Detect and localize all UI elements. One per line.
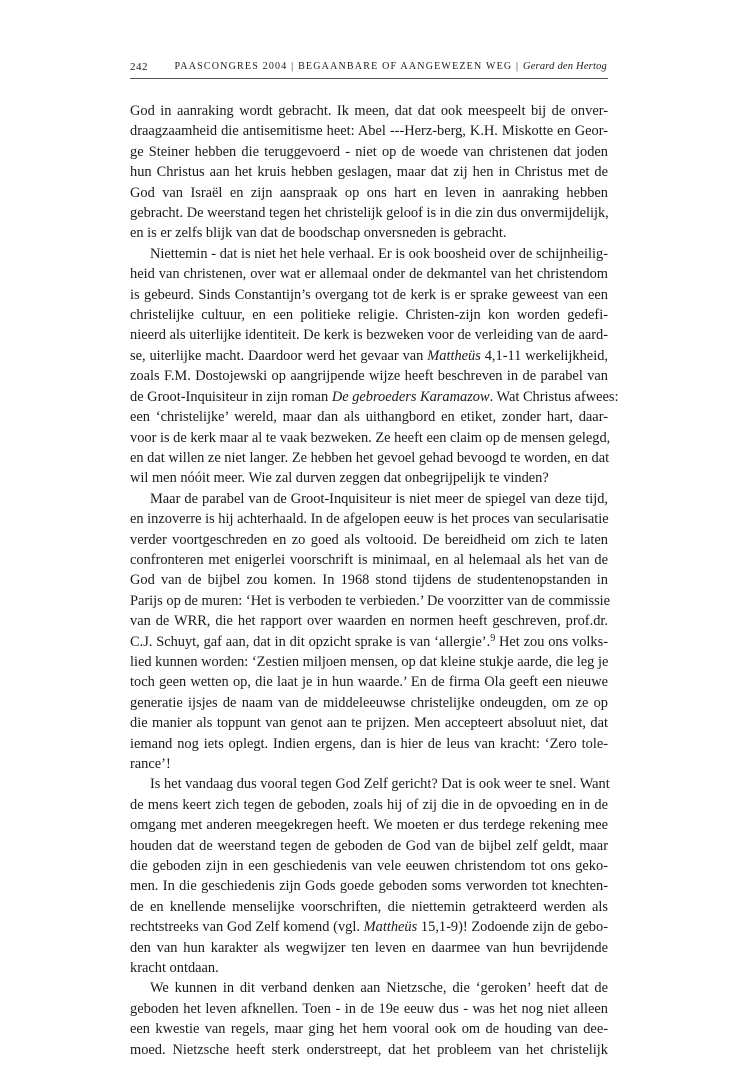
- bible-reference: Mattheüs: [363, 919, 418, 936]
- text-line: zoals F.M. Dostojewski op aangrijpende wijze heeft beschreven in de parabel van: [130, 368, 608, 385]
- text-line: en is er zelfs blijk van dat de boodschap onversneden is gebracht.: [130, 225, 507, 242]
- text-line: gebracht. De weerstand tegen het christelijk geloof is in die zin dus onvermijdelijk,: [130, 205, 609, 222]
- text-line: hun Christus aan het kruis hebben geslagen, maar dat zij hen in Christus met de: [130, 164, 608, 181]
- text-line: en dat willen ze niet langer. Ze hebben het gevoel gehad bevoogd te worden, en dat: [130, 449, 610, 466]
- running-head: [174, 61, 607, 72]
- text-line: houden dat de weerstand tegen de geboden de God van de bijbel zelf geldt, maar: [130, 837, 608, 854]
- text-line: Parijs op de muren: ‘Het is verboden te verbieden.’ De voorzitter van de commissie: [130, 592, 611, 609]
- paragraph: [130, 489, 611, 775]
- text-line: verder voortgeschreden en zo goed als voltooid. De bereidheid om zich te laten: [130, 531, 608, 548]
- text-line: toch geen wetten op, die laat je in hun waarde.’ En de firma Ola geeft een nieuwe: [130, 674, 608, 691]
- text-line: God in aanraking wordt gebracht. Ik meen, dat dat ook meespeelt bij de onver-: [130, 103, 608, 119]
- text-line: heid van christenen, over wat er allemaal onder de dekmantel van het christendom: [130, 266, 608, 283]
- text-line: kracht ontdaan.: [130, 960, 219, 977]
- bible-reference: Mattheüs: [427, 347, 481, 364]
- text-line: is gebeurd. Sinds Constantijn’s overgang tot de kerk is er sprake geweest van een: [130, 286, 608, 303]
- text-line: van de WRR, die het rapport over waarden en normen heeft geschreven, prof.dr.: [130, 613, 608, 630]
- text-run: se, uiterlijke macht. Daardoor werd het gevaar van: [130, 347, 428, 364]
- text-line: christelijke cultuur, en een politieke religie. Christen-zijn kon worden gedefi-: [130, 307, 608, 324]
- text-line: die manier als toppunt van genot aan te prijzen. Men accepteert absoluut niet, dat: [130, 715, 608, 732]
- text-run: rechtstreeks van God Zelf komend (vgl.: [130, 919, 364, 936]
- text-run: 4,1-11 werkelijkheid,: [480, 347, 608, 364]
- text-run: . Wat Christus afwees:: [489, 388, 619, 405]
- text-line: [130, 346, 608, 366]
- text-line: men. In die geschiedenis zijn Gods goede geboden soms verworden tot knechten-: [130, 878, 608, 895]
- text-line: die geboden zijn in een geschiedenis van vele eeuwen christendom tot ons geko-: [130, 858, 608, 875]
- text-line: lied kunnen worden: ‘Zestien miljoen mensen, op dat kleine stukje aarde, die leg je: [130, 653, 609, 670]
- text-run: de Groot-Inquisiteur in zijn roman: [130, 388, 332, 405]
- text-line: Maar de parabel van de Groot-Inquisiteur is niet meer de spiegel van deze tijd,: [150, 490, 608, 507]
- text-line: God van Israël en zijn aanspraak op ons hart en leven in aanraking hebben: [130, 184, 608, 201]
- text-line: voor is de kerk maar al te vaak bezweken. Ze heeft een claim op de mensen gelegd,: [130, 429, 611, 446]
- text-line: de en knellende menselijke voorschriften, die niettemin getrakteerd werden als: [130, 898, 608, 915]
- text-line: generatie ijsjes de naam van de middeleeuwse christelijke ondeugden, om ze op: [130, 694, 608, 711]
- body-text: [130, 101, 619, 1060]
- text-line: de mens keert zich tegen de geboden, zoals hij of zij die in de opvoeding en in de: [130, 796, 608, 813]
- page-number: 242: [130, 61, 148, 73]
- text-run: C.J. Schuyt, gaf aan, dat in dit opzicht sprake is van ‘allergie’.: [130, 633, 491, 650]
- paragraph: [130, 244, 619, 489]
- paragraph: [130, 774, 608, 978]
- text-line: geboden het leven afknellen. Toen - in de 19e eeuw dus - was het nog niet alleen: [130, 1000, 608, 1017]
- text-line: wil men nóóit meer. Wie zal durven zeggen dat onbegrijpelijk te vinden?: [130, 470, 549, 487]
- text-line: [130, 917, 608, 937]
- text-line: omgang met anderen meegekregen heeft. We moeten er dus terdege rekening mee: [130, 817, 608, 834]
- text-line: God van de bijbel zou komen. In 1968 stond tijdens de studentenopstanden in: [130, 572, 608, 589]
- text-line: moed. Nietzsche heeft sterk onderstreept, dat het probleem van het christelijk: [130, 1041, 608, 1058]
- text-run: Het zou ons volks-: [495, 633, 608, 650]
- text-line: confronteren met enigerlei voorschrift is minimaal, en al helemaal als het van de: [130, 551, 608, 568]
- text-line: [130, 632, 608, 652]
- text-line: Is het vandaag dus vooral tegen God Zelf gericht? Dat is ook weer te snel. Want: [150, 776, 610, 793]
- footnote-marker[interactable]: 9: [490, 632, 496, 644]
- text-line: rance’!: [130, 756, 171, 772]
- text-line: den van hun karakter als wegwijzer ten leven en daarmee van hun bevrijdende: [130, 939, 608, 956]
- text-line: [130, 387, 619, 407]
- paragraph: [130, 978, 608, 1060]
- text-line: Niettemin - dat is niet het hele verhaal. Er is ook boosheid over de schijnheilig-: [150, 245, 608, 262]
- header-rule: [130, 78, 608, 79]
- text-line: en inzoverre is hij achterhaald. In de afgelopen eeuw is het proces van secularisatie: [130, 511, 609, 528]
- running-head-author: Gerard den Hertog: [522, 61, 607, 72]
- text-line: ge Steiner hebben die teruggevoerd - niet op de woede van christenen dat joden: [130, 143, 608, 160]
- text-line: een ‘christelijke’ wereld, maar dan als uithangbord en etiket, zonder hart, daar-: [130, 409, 608, 426]
- text-run: 15,1-9)! Zodoende zijn de gebo-: [417, 919, 608, 936]
- paragraph: [130, 101, 608, 244]
- text-line: We kunnen in dit verband denken aan Nietzsche, die ‘geroken’ heeft dat de: [150, 980, 608, 997]
- text-line: een kwestie van regels, maar ging het hem vooral ook om de houding van dee-: [130, 1021, 608, 1038]
- text-line: nieerd als uiterlijke identiteit. De kerk is bezweken voor de verleiding van de aard-: [130, 327, 608, 344]
- text-line: iemand nog iets oplegt. Indien ergens, dan is hier de leus van kracht: ‘Zero tole-: [130, 735, 608, 752]
- running-head-title: PAASCONGRES 2004 | BEGAANBARE OF AANGEWEZEN WEG |: [174, 61, 523, 72]
- book-title: De gebroeders Karamazow: [331, 388, 490, 405]
- text-line: draagzaamheid die antisemitisme heet: Abel ---Herz-berg, K.H. Miskotte en Geor-: [130, 123, 608, 140]
